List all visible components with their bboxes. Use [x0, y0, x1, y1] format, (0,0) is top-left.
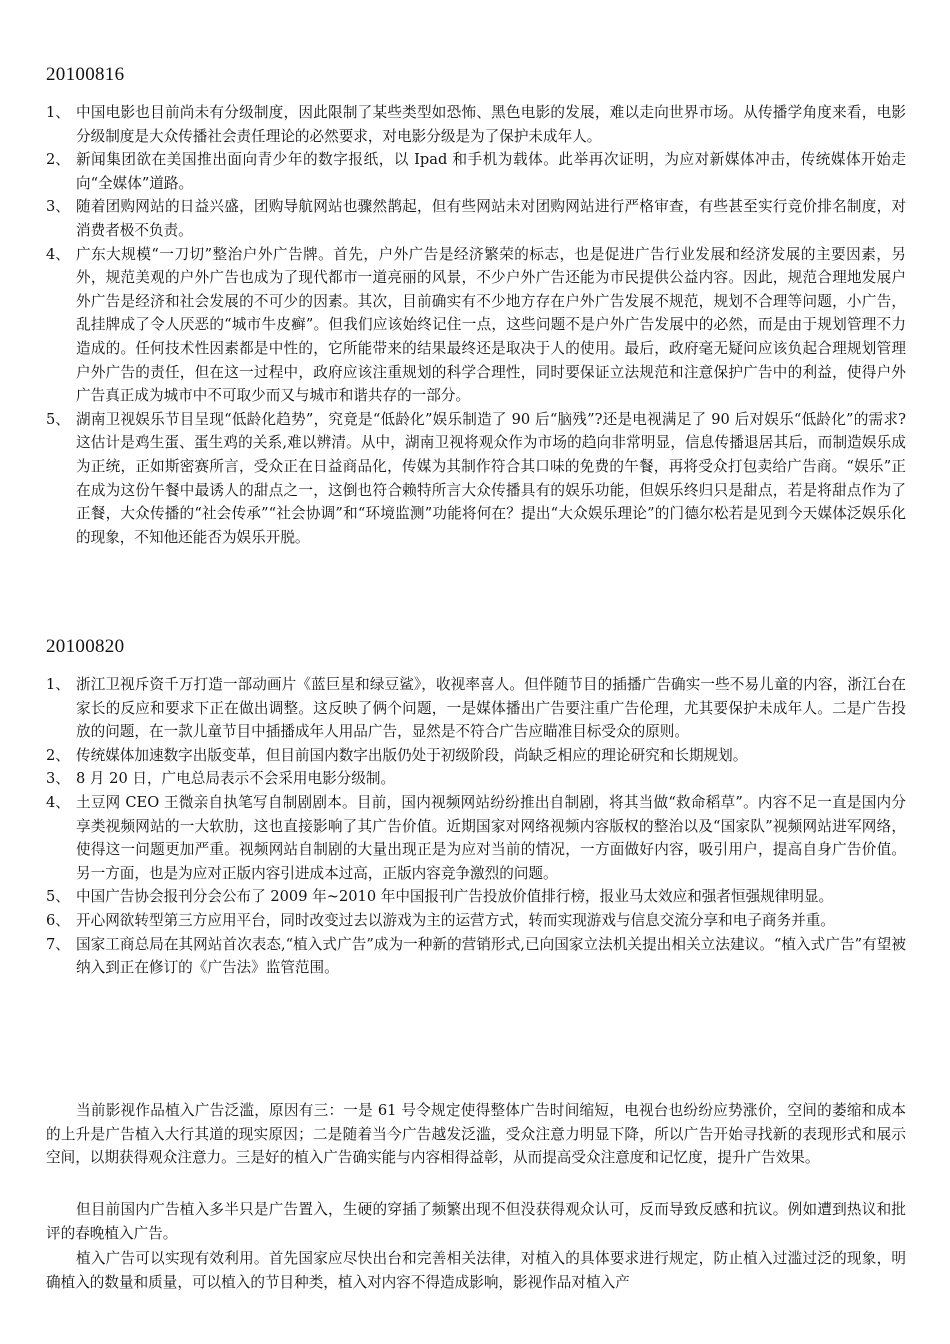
list-item — [46, 767, 906, 791]
item-number: 3、 — [46, 770, 70, 788]
list-item — [46, 885, 906, 909]
news-list-2 — [46, 673, 906, 980]
item-text: 传统媒体加速数字出版变革，但目前国内数字出版仍处于初级阶段，尚缺乏相应的理论研究和长期规划。 — [76, 746, 748, 764]
item-number: 2、 — [46, 151, 70, 169]
date-heading-2: 20100820 — [46, 636, 125, 657]
item-number: 4、 — [46, 793, 70, 811]
item-text: 中国广告协会报刊分会公布了 2009 年~2010 年中国报刊广告投放价值排行榜，报业马太效应和强者恒强规律明显。 — [76, 888, 834, 906]
item-text: 浙江卫视斥资千万打造一部动画片《蓝巨星和绿豆鲨》，收视率喜人。但伴随节目的插播广告确实一些不易儿童的内容，浙江台在家长的反应和要求下正在做出调整。这反映了俩个问题，一是媒体播出广告要注重广告伦理，尤其要保护未成年人。二是广告投放的问题，在一款儿童节目中插播成年人用品广告，显然是不符合广告应瞄准目标受众的原则。 — [76, 676, 906, 741]
item-text: 中国电影也目前尚未有分级制度，因此限制了某些类型如恐怖、黑色电影的发展，难以走向世界市场。从传播学角度来看，电影分级制度是大众传播社会责任理论的必然要求，对电影分级是为了保护未成年人。 — [76, 104, 906, 145]
item-number: 7、 — [46, 935, 70, 953]
list-item — [46, 101, 906, 148]
list-item — [46, 791, 906, 885]
item-number: 1、 — [46, 676, 70, 693]
date-heading-1: 20100816 — [46, 64, 125, 85]
item-number: 6、 — [46, 911, 70, 929]
item-text: 随着团购网站的日益兴盛，团购导航网站也骤然鹊起，但有些网站未对团购网站进行严格审查，有些甚至实行竞价排名制度，对消费者极不负责。 — [76, 198, 906, 239]
item-number: 3、 — [46, 198, 70, 216]
item-number: 4、 — [46, 245, 70, 263]
list-item — [46, 933, 906, 980]
body-paragraph: 植入广告可以实现有效利用。首先国家应尽快出台和完善相关法律，对植入的具体要求进行规定，防止植入过滥过泛的现象，明确植入的数量和质量，可以植入的节目种类，植入对内容不得造成影响，影视作品对植入产 — [46, 1250, 906, 1291]
item-text: 国家工商总局在其网站首次表态,“植入式广告”成为一种新的营销形式,已向国家立法机关提出相关立法建议。“植入式广告”有望被纳入到正在修订的《广告法》监管范围。 — [76, 935, 906, 977]
list-item — [46, 744, 906, 768]
list-item — [46, 243, 906, 408]
list-item — [46, 909, 906, 933]
item-text: 8 月 20 日，广电总局表示不会采用电影分级制。 — [76, 770, 396, 788]
list-item — [46, 148, 906, 195]
item-text: 新闻集团欲在美国推出面向青少年的数字报纸，以 Ipad 和手机为载体。此举再次证明，为应对新媒体冲击，传统媒体开始走向“全媒体”道路。 — [76, 151, 906, 192]
body-paragraph: 当前影视作品植入广告泛滥，原因有三：一是 61 号令规定使得整体广告时间缩短，电视台也纷纷应势涨价，空间的萎缩和成本的上升是广告植入大行其道的现实原因；二是随着当今广告越发泛滥，受众注意力明显下降，所以广告开始寻找新的表现形式和展示空间，以期获得观众注意力。三是好的植入广告确实能与内容相得益彰，从而提高受众注意度和记忆度，提升广告效果。 — [46, 1102, 906, 1167]
item-number: 5、 — [46, 410, 70, 428]
item-text: 土豆网 CEO 王微亲自执笔写自制剧剧本。目前，国内视频网站纷纷推出自制剧，将其当做“救命稻草”。内容不足一直是国内分享类视频网站的一大软肋，这也直接影响了其广告价值。近期国家对网络视频内容版权的整治以及“国家队”视频网站进军网络，使得这一问题更加严重。视频网站自制剧的大量出现正是为应对当前的情况，一方面做好内容，吸引用户，提高自身广告价值。另一方面，也是为应对正版内容引进成本过高，正版内容竞争激烈的问题。 — [76, 793, 906, 882]
list-item — [46, 673, 906, 744]
item-text: 湖南卫视娱乐节目呈现“低龄化趋势”，究竟是“低龄化”娱乐制造了 90 后“脑残”?还是电视满足了 90 后对娱乐“低龄化”的需求?这估计是鸡生蛋、蛋生鸡的关系,难以辨清。从中，湖南卫视将观众作为市场的趋向非常明显，信息传播退居其后，而制造娱乐成为正统，正如斯密赛所言，受众正在日益商品化，传媒为其制作符合其口味的免费的午餐，再将受众打包卖给广告商。“娱乐”正在成为这份午餐中最诱人的甜点之一，这倒也符合赖特所言大众传播具有的娱乐功能，但娱乐终归只是甜点，若是将甜点作为了正餐，大众传播的“社会传承”“社会协调”和“环境监测”功能将何在？提出“大众娱乐理论”的门德尔松若是见到今天媒体泛娱乐化的现象，不知他还能否为娱乐开脱。 — [76, 410, 906, 546]
item-number: 5、 — [46, 888, 70, 906]
item-text: 广东大规模“一刀切”整治户外广告牌。首先，户外广告是经济繁荣的标志，也是促进广告行业发展和经济发展的主要因素，另外，规范美观的户外广告也成为了现代都市一道亮丽的风景，不少户外广告还能为市民提供公益内容。因此，规范合理地发展户外广告是经济和社会发展的不可少的因素。其次，目前确实有不少地方存在户外广告发展不规范，规划不合理等问题，小广告，乱挂牌成了令人厌恶的“城市牛皮癣”。但我们应该始终记住一点，这些问题不是户外广告发展中的必然，而是由于规划管理不力造成的。任何技术性因素都是中性的，它所能带来的结果最终还是取决于人的使用。最后，政府毫无疑问应该负起合理规划管理户外广告的责任，但在这一过程中，政府应该注重规划的科学合理性，同时要保证立法规范和注意保护广告中的利益，使得户外广告真正成为城市中不可取少而又与城市和谐共存的一部分。 — [76, 245, 906, 405]
list-item — [46, 195, 906, 242]
item-number: 1、 — [46, 104, 70, 121]
item-number: 2、 — [46, 746, 70, 764]
news-list-1 — [46, 101, 906, 549]
list-item — [46, 408, 906, 550]
item-text: 开心网欲转型第三方应用平台，同时改变过去以游戏为主的运营方式，转而实现游戏与信息交流分享和电子商务并重。 — [76, 911, 835, 929]
body-paragraph: 但目前国内广告植入多半只是广告置入，生硬的穿插了频繁出现不但没获得观众认可，反而导致反感和抗议。例如遭到热议和批评的春晚植入广告。 — [46, 1201, 906, 1242]
